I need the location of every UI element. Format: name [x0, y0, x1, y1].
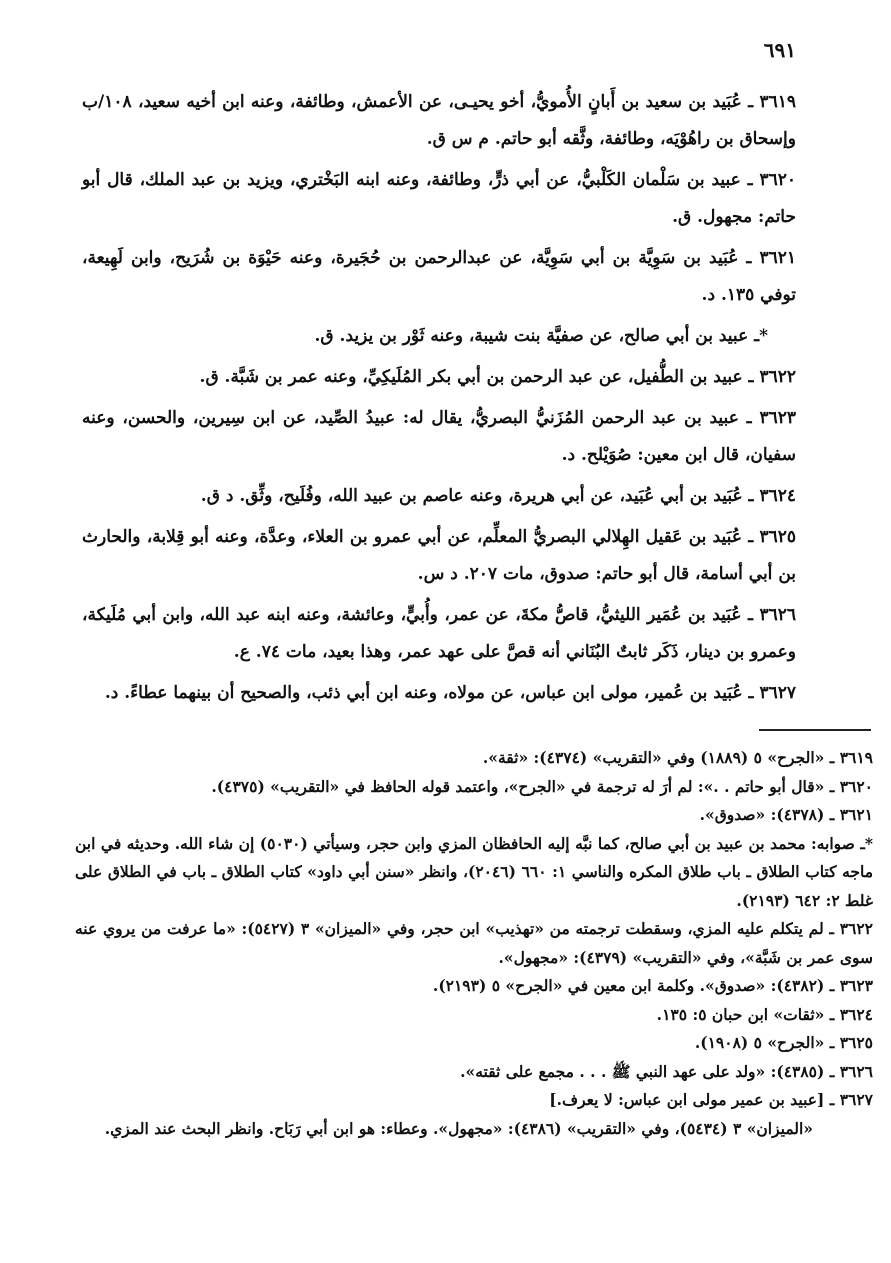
footnote-text: ـ «الجرح» ٥ (١٩٠٨).	[694, 1033, 835, 1052]
footnote-text: ـ (٤٣٧٨): «صدوق».	[699, 805, 835, 824]
footnote-text: ـ «قال أبو حاتم . .»: لم أرَ له ترجمة في «الجرح»، واعتمد قوله الحافظ في «التقريب» (٤٣٧٥).	[211, 776, 835, 796]
entry-text: ـ عبيد بن سَلْمان الكَلْبيُّ، عن أبي ذرٍّ، وطائفة، وعنه ابنه البَخْتري، ويزيد بن عبد الملك، قال أبو حاتم: مجهول. ق.	[82, 170, 796, 227]
footnote	[75, 1029, 873, 1058]
footnote-text: ـ صوابه: محمد بن عبيد بن أبي صالح، كما نبَّه إليه الحافظان المزي وابن حجر، وسيأتي (٥٠٣٠) إن شاء الله. وحديثه في ابن ماجه كتاب الطلاق ـ باب طلاق المكره والناسي ١: ٦٦٠ (٢٠٤٦)، وانظر «سنن أبي داود» كتاب الطلاق ـ باب في الطلاق على غلط ٢: ٦٤٢ (٢١٩٣).	[75, 833, 873, 910]
entry	[82, 675, 796, 712]
page-number: ٦٩١	[763, 38, 796, 62]
footnote	[75, 915, 873, 972]
footnote-text: ـ (٤٣٨٢): «صدوق». وكلمة ابن معين في «الجرح» ٥ (٢١٩٣).	[432, 976, 835, 995]
footnote-number: ٣٦١٩	[839, 748, 873, 767]
footnote-number: ٣٦٢٥	[839, 1033, 873, 1052]
footnote	[75, 1001, 873, 1030]
footnote-text: ـ (٤٣٨٥): «ولد على عهد النبي ﷺ . . . مجمع على ثقته».	[460, 1061, 835, 1081]
entry-text: ـ عُبَيد بن سعيد بن أَبانٍ الأُمويُّ، أخو يحيـى، عن الأعمش، وطائفة، وعنه ابن أخيه سعيد، ١٠٨/ب وإسحاق بن راهُوْيَه، وطائفة، وثَّقه أبو حاتم. م س ق.	[82, 92, 796, 149]
footnote-number: ٣٦٢٠	[839, 776, 873, 796]
footnote-separator	[759, 729, 871, 731]
footnote	[75, 830, 873, 916]
entry-text: ـ عُبَيد بن أبي عُبَيد، عن أبي هريرة، وعنه عاصم بن عبيد الله، وفُلَيح، وثِّق. د ق.	[200, 486, 754, 506]
footnote-number: ٣٦٢٣	[839, 976, 873, 995]
entry-number: ٣٦٢٤	[759, 486, 796, 506]
footnote	[75, 1086, 873, 1115]
entry	[82, 400, 796, 474]
entry-number: ٣٦٢٧	[759, 683, 796, 703]
entry-number: ٣٦٢٦	[759, 605, 796, 625]
entry-text: ـ عُبَيد بن عُمَير الليثيُّ، قاصُّ مكةَ، عن عمر، وأُبيٍّ، وعائشة، وعنه ابنه عبد الله، وابن أبي مُلَيكة، وعمرو بن دينار، ذَكَر ثابتٌ البُنَاني أنه قصَّ على عهد عمر، وهذا بعيد، مات ٧٤. ع.	[82, 605, 796, 662]
entry	[82, 478, 796, 515]
footnote	[75, 801, 873, 830]
entry-text: ـ عبيد بن عبد الرحمن المُزَنيُّ البصريُّ، يقال له: عبيدُ الصِّيد، عن ابن سِيرين، والحسن، وعنه سفيان، قال ابن معين: صُوَيْلح. د.	[82, 408, 796, 465]
entry-number: ٣٦٢١	[759, 248, 797, 268]
footnote-number: ٣٦٢٤	[839, 1004, 873, 1024]
footnote-number: ٣٦٢٦	[839, 1061, 873, 1081]
entry-number: ٣٦٢٠	[759, 170, 796, 190]
footnote	[75, 773, 873, 802]
entry	[82, 597, 796, 671]
entry-number: ٣٦١٩	[759, 92, 796, 112]
entry-text: ـ عبيد بن الطُّفيل، عن عبد الرحمن بن أبي بكر المُلَيكِيِّ، وعنه عمر بن شَبَّة. ق.	[199, 367, 754, 387]
footnote	[75, 972, 873, 1001]
entry-number: ٣٦٢٥	[759, 527, 796, 547]
entry	[82, 162, 796, 236]
footnote-text: «الميزان» ٣ (٥٤٣٤)، وفي «التقريب» (٤٣٨٦): «مجهول». وعطاء: هو ابن أبي رَبَاح. وانظر البحث عند المزي.	[104, 1118, 813, 1138]
entry-text: *ـ عبيد بن أبي صالح، عن صفيَّة بنت شيبة، وعنه ثَوْر بن يزيد. ق.	[314, 326, 768, 346]
entry-number: ٣٦٢٢	[759, 367, 796, 387]
footnote-number: ٣٦٢١	[839, 805, 873, 824]
entry	[82, 84, 796, 158]
footnote	[75, 1058, 873, 1087]
entry-number: ٣٦٢٣	[759, 408, 796, 428]
footnote-text: ـ [عبيد بن عمير مولى ابن عباس: لا يعرف.]	[549, 1090, 835, 1109]
footnote-text: ـ «الجرح» ٥ (١٨٨٩) وفي «التقريب» (٤٣٧٤): «ثقة».	[482, 748, 835, 767]
entry-text: ـ عُبَيد بن عُمير، مولى ابن عباس، عن مولاه، وعنه ابن أبي ذئب، والصحيح أن بينهما عطاءً. د.	[104, 683, 754, 703]
footnote-number: ٣٦٢٧	[839, 1090, 873, 1109]
footnote-number: *	[864, 833, 873, 853]
footnotes	[75, 744, 873, 1143]
entry-text: ـ عُبَيد بن عَقيل الهِلالي البصريُّ المعلِّم، عن أبي عمرو بن العلاء، وعدَّة، وعنه أبو قِلابة، والحارث بن أبي أسامة، قال أبو حاتم: صدوق، مات ٢٠٧. د س.	[82, 527, 796, 584]
footnote-text: ـ لم يتكلم عليه المزي، وسقطت ترجمته من «تهذيب» ابن حجر، وفي «الميزان» ٣ (٥٤٢٧): «ما عرفت من يروي عنه سوى عمر بن شَبَّة»، وفي «التقريب» (٤٣٧٩): «مجهول».	[75, 919, 873, 967]
entry	[82, 240, 796, 314]
entry	[82, 519, 796, 593]
entry-text: ـ عُبَيد بن سَوِيَّة بن أبي سَوِيَّة، عن عبدالرحمن بن حُجَيرة، وعنه حَيْوَة بن شُرَيح، وابن لَهِيعة، توفي ١٣٥. د.	[82, 248, 796, 305]
main-entries	[82, 84, 796, 716]
entry	[82, 359, 796, 396]
footnote	[75, 744, 873, 773]
footnote-text: ـ «ثقات» ابن حبان ٥: ١٣٥.	[656, 1004, 835, 1024]
entry-starred	[82, 318, 796, 355]
footnote-continuation	[75, 1115, 873, 1144]
footnote-number: ٣٦٢٢	[839, 919, 873, 938]
